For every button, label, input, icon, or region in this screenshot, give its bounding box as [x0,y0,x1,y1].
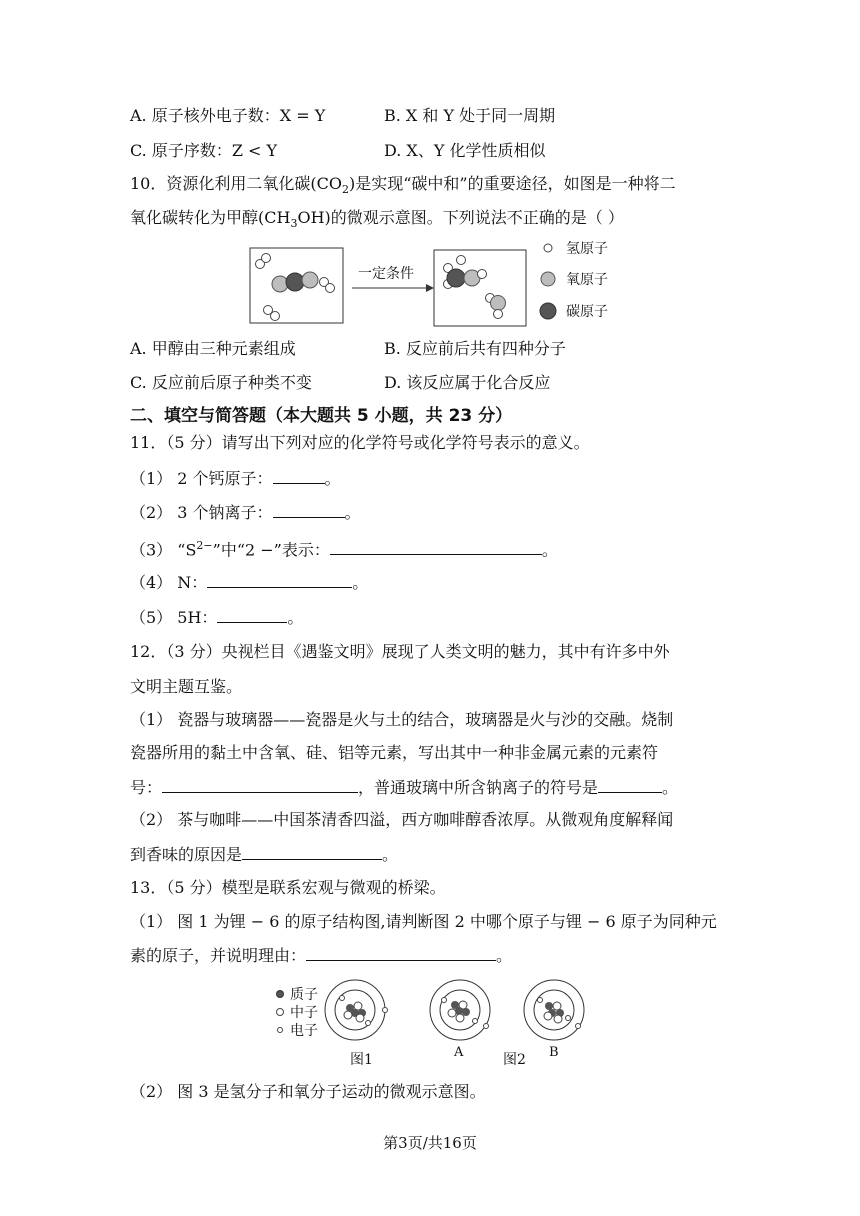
q13-part1-line1: （1） 图 1 为锂 − 6 的原子结构图,请判断图 2 中哪个原子与锂 − 6 原子为同种元 [130,912,717,931]
q12-part2-line2: 到香味的原因是 。 [130,845,399,864]
answer-blank[interactable] [162,777,358,793]
legend-hydrogen-icon [544,244,552,252]
q11-item-1: （1） 2 个钙原子： 。 [130,469,341,488]
arrow-head-icon [426,284,434,292]
answer-blank[interactable] [273,468,325,484]
q10-stem-line2: 氧化碳转化为甲醇$(CH_3OH)$的微观示意图。下列说法不正确的是（ ） [130,208,624,231]
legend-carbon-label: 碳原子 [566,304,608,320]
q12-stem-line2: 文明主题互鉴。 [130,677,243,696]
legend-neutron-label: 中子 [290,1005,318,1021]
carbon-atom [286,273,304,291]
section-heading: 二、填空与简答题（本大题共 5 小题，共 23 分） [130,406,513,426]
atom-b [524,980,584,1040]
q11-stem: 11．（5 分）请写出下列对应的化学符号或化学符号表示的意义。 [130,433,590,452]
q11-item-2: （2） 3 个钠离子： 。 [130,503,361,522]
q11-item-3: （3） “$S^{2-}$”中“2 −”表示： 。 [130,539,558,560]
q13-part2: （2） 图 3 是氢分子和氧分子运动的微观示意图。 [130,1082,486,1101]
figure-2-label: 图2 [503,1052,526,1068]
oxygen-atom [491,296,506,311]
legend-hydrogen-label: 氢原子 [566,241,608,257]
q9-option-d: D. X、Y 化学性质相似 [384,141,546,160]
q11-item-5: （5） 5H： 。 [130,608,304,627]
q9-option-a: A. 原子核外电子数：X = Y [130,106,326,125]
legend-proton-label: 质子 [290,987,318,1003]
oxygen-atom [302,272,318,288]
q10-option-d: D. 该反应属于化合反应 [384,373,551,392]
hydrogen-atom [494,310,503,319]
answer-blank[interactable] [217,607,287,623]
atom-b-label: B [549,1045,559,1060]
arrow-condition-label: 一定条件 [358,266,414,282]
q13-part1-line2: 素的原子，并说明理由： 。 [130,946,513,965]
q9-option-b: B. X 和 Y 处于同一周期 [384,106,556,125]
hydrogen-atom [457,256,466,265]
answer-blank[interactable] [598,777,662,793]
answer-blank[interactable] [306,945,496,961]
legend-proton-icon [277,991,284,998]
legend-oxygen-label: 氧原子 [566,272,608,288]
q12-stem-line1: 12．（3 分）央视栏目《遇鉴文明》展现了人类文明的魅力，其中有许多中外 [130,642,670,661]
hydrogen-atom [271,312,280,321]
hydrogen-atom [478,270,487,279]
lithium-6-atom [325,980,388,1040]
q10-stem-line1: 10．资源化利用二氧化碳$(CO_2)$是实现“碳中和”的重要途径，如图是一种将二 [130,174,676,197]
legend-oxygen-icon [541,272,555,286]
page-number: 第3页/共16页 [383,1134,477,1152]
q9-option-c: C. 原子序数：Z < Y [130,141,278,160]
q12-part2-line1: （2） 茶与咖啡——中国茶清香四溢，西方咖啡醇香浓厚。从微观角度解释闻 [130,810,674,829]
answer-blank[interactable] [207,572,352,588]
answer-blank[interactable] [242,844,382,860]
q10-option-c: C. 反应前后原子种类不变 [130,373,312,392]
legend-carbon-icon [540,303,556,319]
q10-option-b: B. 反应前后共有四种分子 [384,339,566,358]
legend-electron-label: 电子 [290,1023,318,1039]
q12-part1-line2: 瓷器所用的黏土中含氧、硅、铝等元素，写出其中一种非金属元素的元素符 [130,743,659,762]
q11-item-4: （4） N： 。 [130,573,369,592]
q12-part1-line3: 号： ，普通玻璃中所含钠离子的符号是 。 [130,778,679,797]
carbon-atom [447,269,465,287]
q12-part1-line1: （1） 瓷器与玻璃器——瓷器是火与土的结合，玻璃器是火与沙的交融。烧制 [130,710,674,729]
answer-blank[interactable] [273,502,345,518]
q10-reaction-diagram [248,238,628,334]
hydrogen-atom [262,254,271,263]
atom-a [430,980,490,1040]
atom-a-label: A [454,1045,464,1060]
hydrogen-atom [326,284,335,293]
q10-option-a: A. 甲醇由三种元素组成 [130,339,296,358]
q13-stem: 13．（5 分）模型是联系宏观与微观的桥梁。 [130,878,446,897]
legend-electron-icon [278,1028,283,1033]
legend-neutron-icon [277,1009,284,1016]
oxygen-atom [272,276,288,292]
q13-atom-structure-figure [272,978,602,1070]
answer-blank[interactable] [330,539,542,555]
figure-1-label: 图1 [350,1052,373,1068]
